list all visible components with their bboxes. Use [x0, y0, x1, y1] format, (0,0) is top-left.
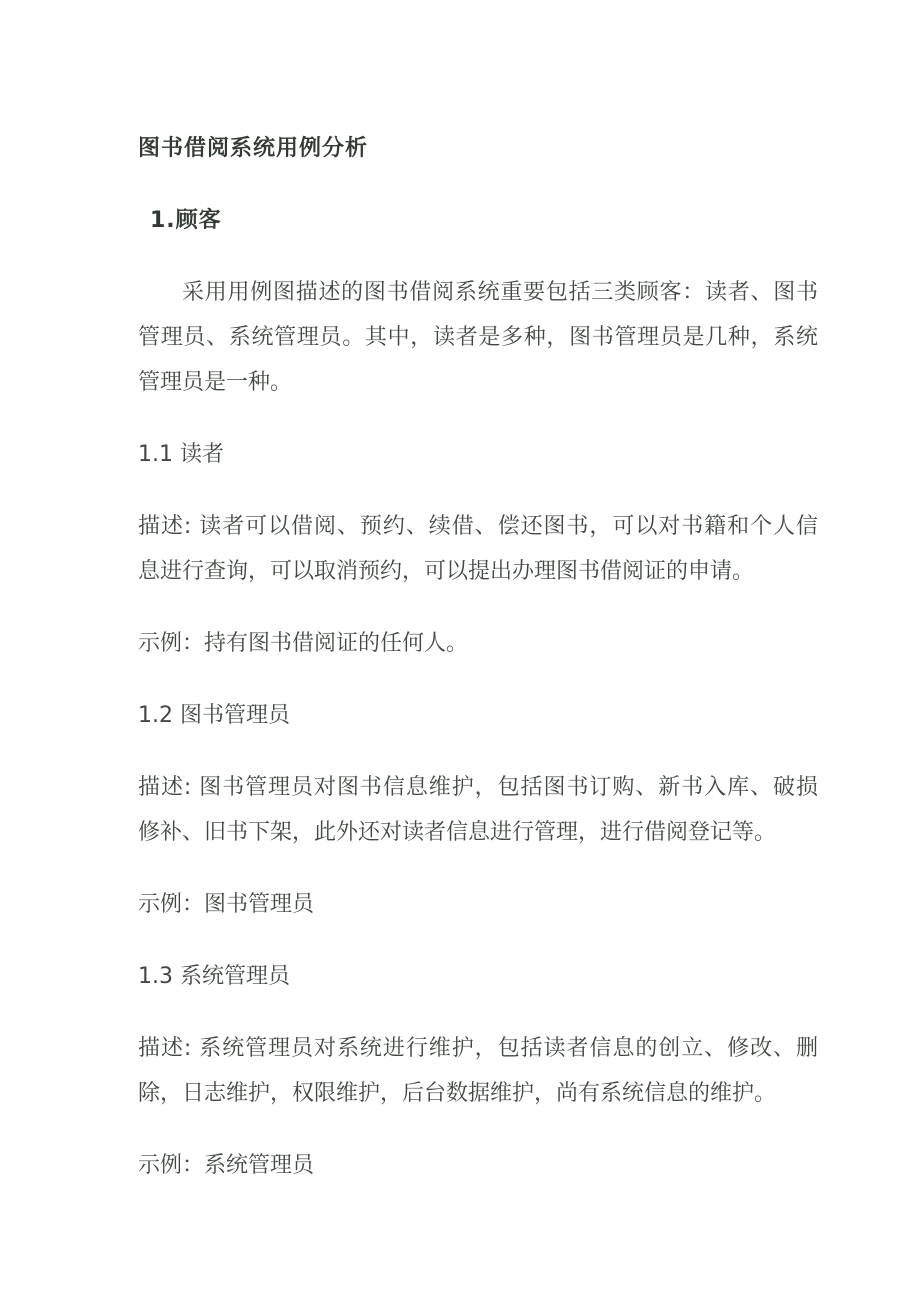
section-heading: 1.2 图书管理员 — [138, 703, 290, 728]
paragraph — [138, 621, 818, 666]
paragraph — [138, 1143, 818, 1188]
text-line: 描述: 读者可以借阅、预约、续借、偿还图书，可以对书籍和个人信 — [138, 514, 818, 539]
paragraph — [138, 270, 818, 405]
text-line: 描述: 系统管理员对系统进行维护，包括读者信息的创立、修改、删 — [138, 1036, 818, 1061]
paragraph — [138, 504, 818, 594]
text-line: 管理员、系统管理员。其中，读者是多种，图书管理员是几种，系统 — [138, 325, 818, 350]
text-line: 描述: 图书管理员对图书信息维护，包括图书订购、新书入库、破损 — [138, 775, 818, 800]
section-heading: 1.1 读者 — [138, 442, 224, 467]
document-blocks — [138, 198, 818, 1188]
text-line: 除，日志维护，权限维护，后台数据维护，尚有系统信息的维护。 — [138, 1081, 777, 1106]
text-line: 示例：持有图书借阅证的任何人。 — [138, 631, 469, 656]
text-line: 修补、旧书下架，此外还对读者信息进行管理，进行借阅登记等。 — [138, 820, 777, 845]
text-line: 示例：系统管理员 — [138, 1153, 315, 1178]
text-line: 息进行查询，可以取消预约，可以提出办理图书借阅证的申请。 — [138, 559, 755, 584]
paragraph — [138, 765, 818, 855]
paragraph — [138, 882, 818, 927]
section-heading: 1.3 系统管理员 — [138, 964, 290, 989]
document-title: 图书借阅系统用例分析 — [138, 136, 369, 161]
text-line: 采用用例图描述的图书借阅系统重要包括三类顾客：读者、图书 — [182, 280, 818, 305]
section-heading: 1.顾客 — [150, 208, 222, 233]
text-line: 示例：图书管理员 — [138, 892, 315, 917]
text-line: 管理员是一种。 — [138, 370, 293, 395]
paragraph — [138, 1026, 818, 1116]
